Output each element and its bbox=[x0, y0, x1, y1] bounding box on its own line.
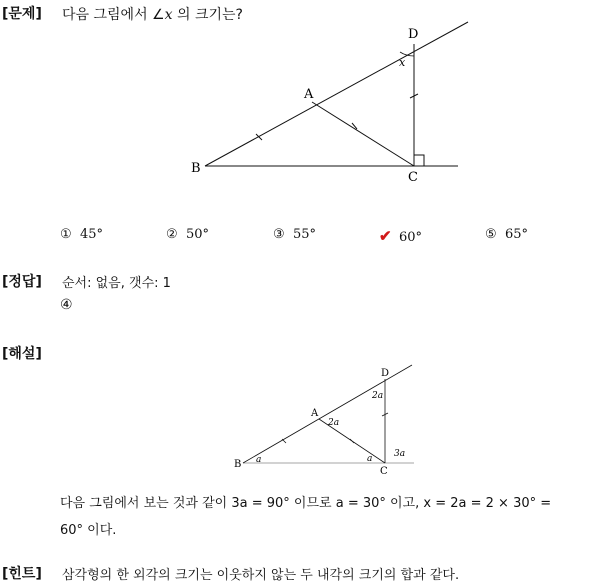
label-a: A bbox=[311, 408, 319, 419]
hint-tag: [힌트] bbox=[2, 566, 42, 582]
segment-ac bbox=[312, 102, 414, 166]
choice-value: 55° bbox=[293, 227, 317, 242]
choice-number: ② bbox=[166, 227, 178, 242]
answer-tag: [정답] bbox=[2, 274, 42, 290]
choice-1[interactable] bbox=[60, 227, 103, 242]
tick-ac bbox=[350, 439, 354, 443]
choice-5[interactable] bbox=[485, 227, 528, 242]
choice-value: 45° bbox=[80, 227, 104, 242]
line-bd bbox=[205, 22, 468, 166]
label-a-b: a bbox=[256, 455, 262, 465]
label-b: B bbox=[234, 459, 242, 470]
choice-4[interactable] bbox=[379, 227, 422, 245]
question-var: x bbox=[164, 7, 173, 23]
label-3a: 3a bbox=[394, 449, 406, 459]
label-d: D bbox=[408, 27, 419, 42]
choice-3[interactable] bbox=[273, 227, 316, 242]
explanation-line2: 60° 이다. bbox=[60, 523, 117, 538]
question-suffix: 의 크기는? bbox=[172, 7, 243, 23]
problem-figure bbox=[0, 0, 592, 200]
answer-line2: ④ bbox=[60, 297, 73, 313]
explanation-figure bbox=[0, 355, 592, 485]
choice-number: ① bbox=[60, 227, 72, 242]
explanation-tag: [해설] bbox=[2, 346, 42, 362]
label-c: C bbox=[408, 170, 418, 185]
right-angle-mark bbox=[414, 155, 424, 166]
answer-line1: 순서: 없음, 갯수: 1 bbox=[62, 276, 171, 291]
label-c: C bbox=[380, 466, 388, 477]
label-d: D bbox=[381, 368, 390, 379]
check-icon: ✔ bbox=[379, 227, 392, 245]
choice-number: ③ bbox=[273, 227, 285, 242]
label-2a-d: 2a bbox=[372, 391, 384, 401]
label-2a-a: 2a bbox=[328, 418, 340, 428]
label-x: x bbox=[399, 56, 406, 69]
choice-value: 60° bbox=[399, 230, 423, 245]
choice-value: 50° bbox=[186, 227, 210, 242]
label-b: B bbox=[191, 161, 201, 176]
label-a-c: a bbox=[367, 454, 373, 464]
choice-number: ⑤ bbox=[485, 227, 497, 242]
problem-tag: [문제] bbox=[2, 6, 42, 22]
hint-text: 삼각형의 한 외각의 크기는 이웃하지 않는 두 내각의 크기의 합과 같다. bbox=[62, 568, 460, 583]
choice-value: 65° bbox=[505, 227, 529, 242]
explanation-line1: 다음 그림에서 보는 것과 같이 3a = 90° 이므로 a = 30° 이고, x = 2a = 2 × 30° = bbox=[60, 496, 552, 511]
question-prefix: 다음 그림에서 ∠ bbox=[62, 7, 165, 23]
choice-2[interactable] bbox=[166, 227, 209, 242]
label-a: A bbox=[304, 87, 314, 102]
